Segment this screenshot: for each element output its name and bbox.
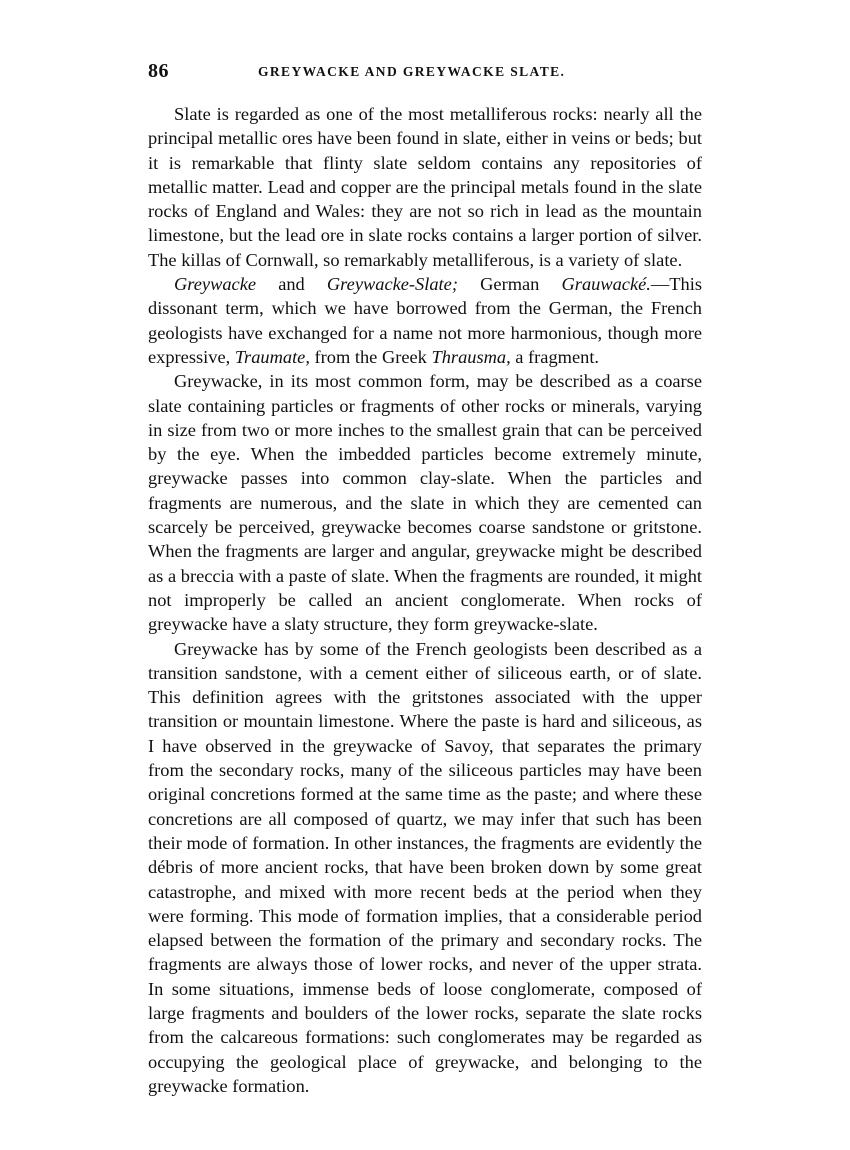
paragraph-text: a fragment. [510,346,600,367]
paragraph-transition-sandstone: Greywacke has by some of the French geologists been described as a transition sandstone, with a cement either of siliceous earth, or of slate. This definition agrees with the gritstones associated with the upper transition or mountain limestone. Where the paste is hard and siliceous, as I have observed in the greywacke of Savoy, that separates the primary from the secondary rocks, many of the siliceous particles may have been original concretions formed at the same time as the paste; and where these concretions are all composed of quartz, we may infer that such has been their mode of formation. In other instances, the fragments are evidently the débris of more ancient rocks, that have been broken down by some great catastrophe, and mixed with more recent beds at the period when they were forming. This mode of formation implies, that a considerable period elapsed between the formation of the primary and secondary rocks. The fragments are always those of lower rocks, and never of the upper strata. In some situations, immense beds of loose conglomerate, composed of large fragments and boulders of the lower rocks, separate the slate rocks from the calcareous formations: such conglomerates may be regarded as occupying the geological place of greywacke, and belonging to the greywacke formation. [148,638,702,1096]
connector-text: and [256,274,327,295]
book-page [148,60,702,1098]
term-greywacke-slate: Greywacke-Slate; [326,274,458,295]
paragraph-metalliferous-slate: Slate is regarded as one of the most metalliferous rocks: nearly all the principal metallic ores have been found in slate, either in veins or beds; but it is remarkable that flinty slate seldom contains any repositories of metallic matter. Lead and copper are the principal metals found in the slate rocks of England and Wales: they are not so rich in lead as the mountain limestone, but the lead ore in slate rocks contains a larger portion of silver. The killas of Cornwall, so remarkably metalliferous, is a variety of slate. [148,104,702,270]
term-greywacke: Greywacke [174,274,257,295]
connector-text: German [457,274,562,295]
paragraph-greywacke-forms: Greywacke, in its most common form, may be described as a coarse slate containing particles or fragments of other rocks or minerals, varying in size from two or more inches to the smallest grain that can be perceived by the eye. When the imbedded particles become extremely minute, greywacke passes into common clay-slate. When the particles and fragments are numerous, and the slate in which they are cemented can scarcely be perceived, greywacke becomes coarse sandstone or gritstone. When the fragments are larger and angular, greywacke might be described as a breccia with a paste of slate. When the fragments are rounded, it might not improperly be called an ancient conglomerate. When rocks of greywacke have a slaty structure, they form greywacke-slate. [148,371,702,635]
term-grauwacke: Grauwacké. [561,274,651,295]
connector-text: from the Greek [309,346,432,367]
running-head [148,60,702,88]
term-traumate: Traumate, [234,346,310,367]
body-text [148,102,702,1098]
paragraph-greywacke-term [148,272,702,369]
paragraph-text: —This dissonant term, which we have borrowed from the German, the French geologists have exchanged for a name not more harmonious, though more expressive, [148,274,702,367]
running-title: GREYWACKE AND GREYWACKE SLATE. [258,64,566,79]
term-thrausma: Thrausma, [431,346,511,367]
page-number: 86 [148,60,169,82]
